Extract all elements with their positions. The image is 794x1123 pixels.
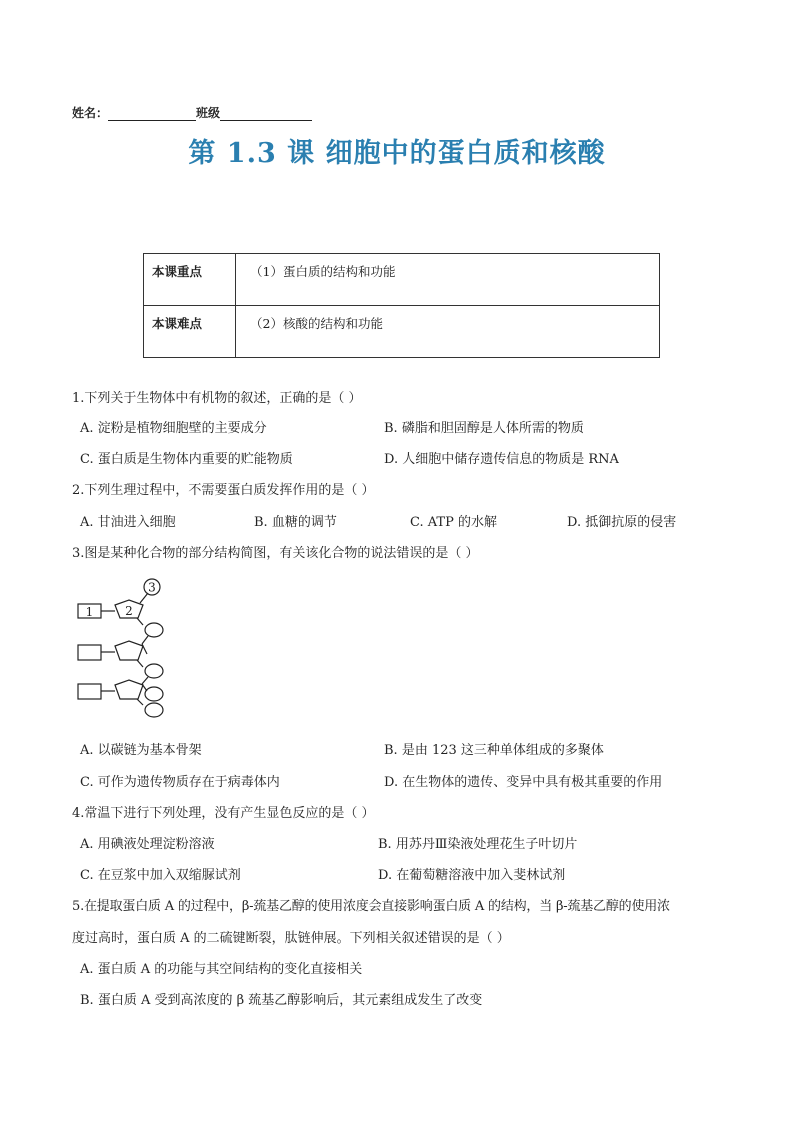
phosphate-circle (145, 703, 163, 717)
difficulty-label: 本课难点 (144, 306, 236, 358)
pentose-sugar-shape (115, 641, 143, 660)
base-circle (145, 687, 163, 701)
key-point-label: 本课重点 (144, 254, 236, 306)
name-blank[interactable] (108, 106, 196, 121)
question-4-option-a[interactable]: A. 用碘液处理淀粉溶液 (80, 837, 215, 852)
question-2-option-c[interactable]: C. ATP 的水解 (410, 515, 497, 530)
student-info-line (72, 104, 312, 121)
question-1-option-d[interactable]: D. 人细胞中储存遗传信息的物质是 RNA (384, 452, 619, 467)
question-4-option-c[interactable]: C. 在豆浆中加入双缩脲试剂 (80, 868, 241, 883)
lesson-focus-table (143, 253, 660, 358)
table-row (144, 254, 660, 306)
phosphate-circle (145, 664, 163, 678)
table-row (144, 306, 660, 358)
nucleotide-chain-diagram (70, 574, 180, 724)
question-3-option-b[interactable]: B. 是由 123 这三种单体组成的多聚体 (384, 743, 604, 758)
question-3-stem: 3.图是某种化合物的部分结构简图，有关该化合物的说法错误的是（ ） (72, 546, 479, 561)
page-title: 第 1.3 课 细胞中的蛋白质和核酸 (188, 138, 606, 169)
question-2-option-d[interactable]: D. 抵御抗原的侵害 (567, 515, 677, 530)
question-4-option-d[interactable]: D. 在葡萄糖溶液中加入斐林试剂 (378, 868, 566, 883)
question-4-stem: 4.常温下进行下列处理，没有产生显色反应的是（ ） (72, 806, 375, 821)
question-1-option-b[interactable]: B. 磷脂和胆固醇是人体所需的物质 (384, 421, 584, 436)
diagram-label-1: 1 (85, 605, 94, 619)
phosphate-box (78, 645, 101, 660)
question-5-stem-line-1: 5.在提取蛋白质 A 的过程中，β-巯基乙醇的使用浓度会直接影响蛋白质 A 的结构，当 β-巯基乙醇的使用浓 (72, 899, 670, 914)
question-5-option-b[interactable]: B. 蛋白质 A 受到高浓度的 β 巯基乙醇影响后，其元素组成发生了改变 (80, 993, 483, 1008)
question-2-option-a[interactable]: A. 甘油进入细胞 (80, 515, 176, 530)
question-1-stem: 1.下列关于生物体中有机物的叙述，正确的是（ ） (72, 391, 362, 406)
question-1-option-c[interactable]: C. 蛋白质是生物体内重要的贮能物质 (80, 452, 293, 467)
diagram-label-2: 2 (125, 604, 133, 618)
question-5-option-a[interactable]: A. 蛋白质 A 的功能与其空间结构的变化直接相关 (80, 962, 363, 977)
question-4-option-b[interactable]: B. 用苏丹Ⅲ染液处理花生子叶切片 (378, 837, 578, 852)
question-2-stem: 2.下列生理过程中，不需要蛋白质发挥作用的是（ ） (72, 483, 375, 498)
phosphate-circle (145, 623, 163, 637)
pentose-sugar-shape (115, 680, 143, 699)
question-5-stem-line-2: 度过高时，蛋白质 A 的二硫键断裂，肽链伸展。下列相关叙述错误的是（ ） (72, 931, 510, 946)
name-label: 姓名： (72, 106, 109, 120)
question-3-option-a[interactable]: A. 以碳链为基本骨架 (80, 743, 202, 758)
question-2-option-b[interactable]: B. 血糖的调节 (254, 515, 337, 530)
phosphate-box (78, 684, 101, 699)
question-1-option-a[interactable]: A. 淀粉是植物细胞壁的主要成分 (80, 421, 267, 436)
class-blank[interactable] (220, 106, 312, 121)
question-3-option-d[interactable]: D. 在生物体的遗传、变异中具有极其重要的作用 (384, 775, 663, 790)
diagram-label-3: 3 (148, 580, 156, 595)
difficulty-content: （2）核酸的结构和功能 (236, 306, 660, 358)
key-point-content: （1）蛋白质的结构和功能 (236, 254, 660, 306)
question-3-option-c[interactable]: C. 可作为遗传物质存在于病毒体内 (80, 775, 280, 790)
class-label: 班级 (196, 106, 221, 120)
